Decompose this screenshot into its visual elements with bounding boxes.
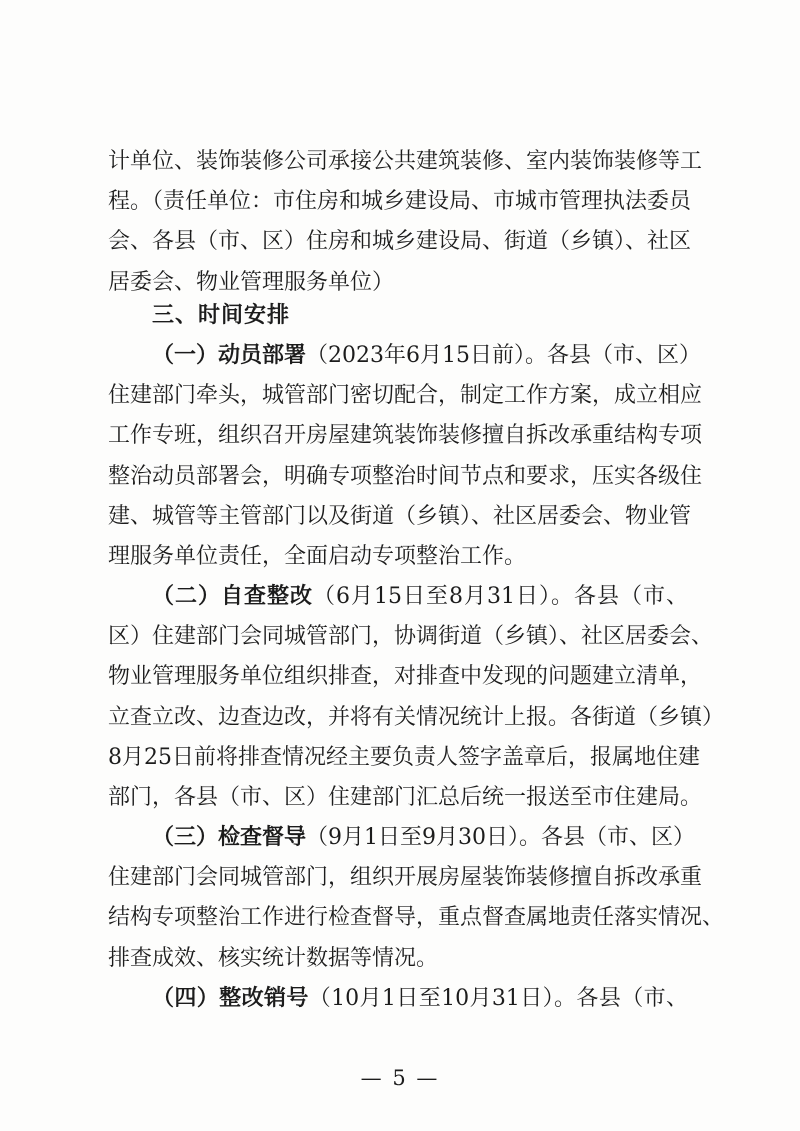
text-line xyxy=(108,577,688,617)
text-line: 建、城管等主管部门以及街道（乡镇）、社区居委会、物业管 xyxy=(108,503,692,529)
text-line: 排查成效、核实统计数据等情况。 xyxy=(108,945,439,971)
item-title: （四）整改销号 xyxy=(152,986,309,1011)
text-line: 部门，各县（市、区）住建部门汇总后统一报送至市住建局。 xyxy=(108,784,703,810)
item-title: （二）自查整改 xyxy=(152,584,314,609)
text-line: 区）住建部门会同城管部门，协调街道（乡镇）、社区居委会、 xyxy=(108,624,714,650)
text-line: 居委会、物业管理服务单位） xyxy=(108,269,395,295)
item-text: （9月1日至9月30日）。各县（市、区） xyxy=(306,825,696,850)
text-line: 计单位、装饰装修公司承接公共建筑装修、室内装饰装修等工 xyxy=(108,149,703,174)
text-line: 住建部门牵头，城管部门密切配合，制定工作方案，成立相应 xyxy=(108,383,703,409)
schedule-item-rectification xyxy=(108,979,688,1019)
text-line: 8月25日前将排查情况经主要负责人签字盖章后，报属地住建 xyxy=(108,744,700,770)
item-title: （一）动员部署 xyxy=(152,343,307,368)
text-line: 住建部门会同城管部门，组织开展房屋装饰装修擅自拆改承重 xyxy=(108,865,703,891)
text-line: 程。（责任单位：市住房和城乡建设局、市城市管理执法委员 xyxy=(108,189,692,215)
text-line: 立查立改、边查边改，并将有关情况统计上报。各街道（乡镇） xyxy=(108,704,725,730)
continuation-paragraph xyxy=(108,142,703,303)
section-heading: 三、时间安排 xyxy=(152,303,291,328)
schedule-item-supervision xyxy=(108,818,725,979)
item-title: （三）检查督导 xyxy=(152,825,307,850)
text-line xyxy=(108,979,688,1019)
schedule-item-mobilization xyxy=(108,336,703,577)
text-line: 整治动员部署会，明确专项整治时间节点和要求，压实各级住 xyxy=(108,463,703,489)
item-text: （2023年6月15日前）。各县（市、区） xyxy=(306,343,701,368)
text-line xyxy=(108,818,696,858)
page-number: — 5 — xyxy=(360,1066,440,1090)
item-text: （6月15日至8月31日）。各县（市、 xyxy=(313,584,688,609)
text-line: 结构专项整治工作进行检查督导，重点督查属地责任落实情况、 xyxy=(108,905,725,931)
text-line: 理服务单位责任，全面启动专项整治工作。 xyxy=(108,543,527,569)
text-line xyxy=(108,336,701,376)
text-line: 物业管理服务单位组织排查，对排查中发现的问题建立清单， xyxy=(108,664,703,690)
item-text: （10月1日至10月31日）。各县（市、 xyxy=(308,986,688,1011)
text-line: 会、各县（市、区）住房和城乡建设局、街道（乡镇）、社区 xyxy=(108,229,692,255)
schedule-item-self-inspection xyxy=(108,577,725,818)
text-line: 工作专班，组织召开房屋建筑装饰装修擅自拆改承重结构专项 xyxy=(108,423,703,449)
